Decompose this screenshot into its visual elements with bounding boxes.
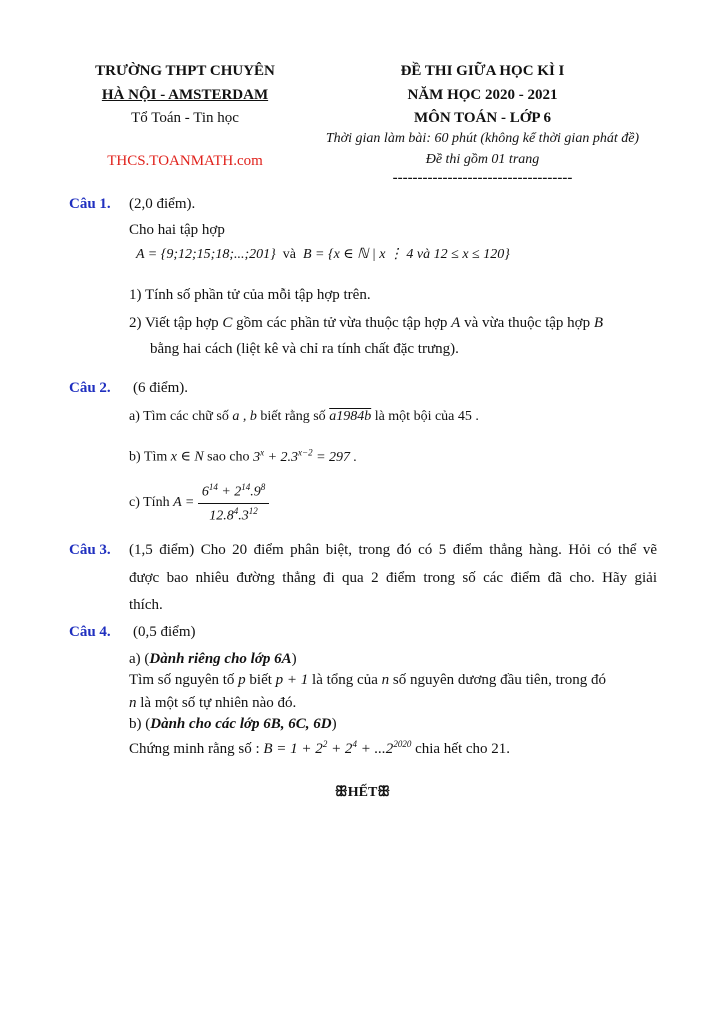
school-name-line2: HÀ NỘI - AMSTERDAM: [101, 87, 269, 103]
question-3-line-2: được bao nhiêu đường thẳng đi qua 2 điểm trong số các điểm đã cho. Hãy giải: [129, 570, 657, 586]
question-3-label: Câu 3.: [69, 542, 111, 558]
question-1-label: Câu 1.: [69, 196, 111, 212]
question-4-label: Câu 4.: [69, 624, 111, 640]
question-4-points: (0,5 điểm): [133, 624, 196, 640]
exam-time: Thời gian làm bài: 60 phút (không kể thời gian phát đề): [325, 131, 640, 146]
subject: MÔN TOÁN - LỚP 6: [414, 110, 551, 126]
question-2-part-a: a) Tìm các chữ số a , b biết rằng số a1984b là một bội của 45 .: [129, 409, 479, 424]
question-4-part-a-title: a) (Dành riêng cho lớp 6A): [129, 651, 297, 667]
school-year: NĂM HỌC 2020 - 2021: [407, 87, 558, 103]
question-1-intro: Cho hai tập hợp: [129, 222, 225, 238]
question-1-item-1: 1) Tính số phần tử của mỗi tập hợp trên.: [129, 287, 371, 303]
department: Tổ Toán - Tin học: [131, 110, 239, 126]
question-3-line-1: (1,5 điểm) Cho 20 điểm phân biệt, trong đó có 5 điểm thẳng hàng. Hỏi có thể vẽ: [129, 542, 657, 558]
school-name-line1: TRƯỜNG THPT CHUYÊN: [95, 63, 275, 79]
question-4-part-a-line-1: Tìm số nguyên tố p biết p + 1 là tổng của n số nguyên dương đầu tiên, trong đó: [129, 672, 606, 688]
overlined-number: a1984b: [329, 409, 372, 424]
page-count: Đề thi gồm 01 trang: [425, 152, 540, 167]
question-2-part-b: b) Tìm x ∈ N sao cho $3^x + 2.3^{x-2} = 297$ .: [129, 447, 358, 465]
question-1-item-2: 2) Viết tập hợp C gồm các phần tử vừa thuộc tập hợp A và vừa thuộc tập hợp B: [129, 315, 604, 331]
website-watermark: THCS.TOANMATH.com: [107, 153, 263, 169]
set-b: B = {x ∈ ℕ | x ⋮ 4 và 12 ≤ x ≤ 120}: [302, 247, 510, 262]
header-separator: ------------------------------------: [392, 170, 573, 186]
question-3-line-3: thích.: [129, 597, 163, 613]
exam-title: ĐỀ THI GIỮA HỌC KÌ I: [400, 63, 565, 79]
and-word: và: [282, 247, 296, 262]
question-4-part-b-title: b) (Dành cho các lớp 6B, 6C, 6D): [129, 716, 337, 732]
question-2-part-c: c) Tính A = $\frac{6^{14} + 2^{14}.9^8}{12.8^4.3^{12}}$: [129, 482, 269, 524]
question-4-part-b-line: Chứng minh rằng số : $B = 1 + 2^2 + 2^4 + ...2^{2020}$ chia hết cho 21.: [129, 739, 511, 757]
question-1-points: (2,0 điểm).: [129, 196, 196, 212]
sets-definition: [136, 246, 510, 263]
end-marker: ꕥHẾTꕥ: [334, 785, 391, 800]
question-2-label: Câu 2.: [69, 380, 111, 396]
fraction-expression: $\frac{6^{14} + 2^{14}.9^8}{12.8^4.3^{12}}$: [198, 482, 269, 524]
set-a: A = {9;12;15;18;...;201}: [136, 247, 276, 262]
question-4-part-a-line-2: n là một số tự nhiên nào đó.: [129, 695, 297, 711]
question-2-points: (6 điểm).: [133, 380, 188, 396]
question-1-item-2-cont: bằng hai cách (liệt kê và chỉ ra tính chất đặc trưng).: [150, 341, 459, 357]
